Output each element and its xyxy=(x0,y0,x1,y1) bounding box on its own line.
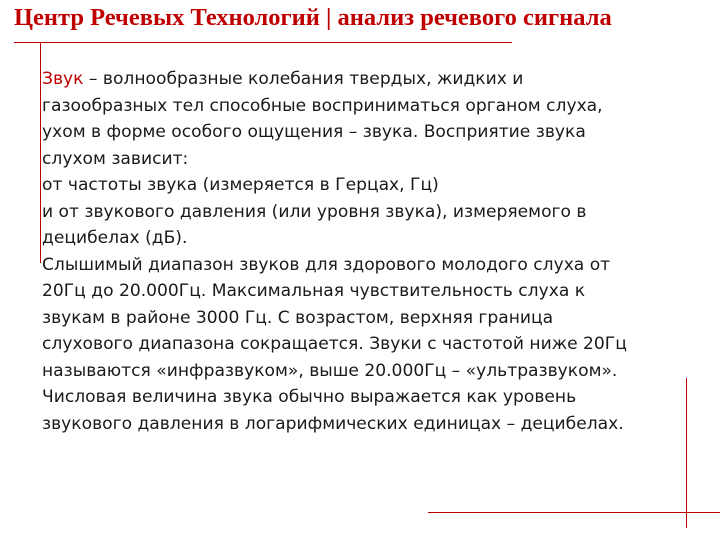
text-line: звукам в районе 3000 Гц. С возрастом, верхняя граница xyxy=(42,307,554,328)
text-line: Слышимый диапазон звуков для здорового молодого слуха от xyxy=(42,254,611,275)
text-line: газообразных тел способные восприниматься органом слуха, xyxy=(42,95,603,116)
text-line: и от звукового давления (или уровня звука), измеряемого в xyxy=(42,201,587,222)
text-line: называются «инфразвуком», выше 20.000Гц – «ультразвуком». xyxy=(42,360,618,381)
text-line: слухового диапазона сокращается. Звуки с частотой ниже 20Гц xyxy=(42,334,627,354)
text-line: ухом в форме особого ощущения – звука. Восприятие звука xyxy=(42,122,586,142)
text-line: Числовая величина звука обычно выражается как уровень xyxy=(42,387,577,407)
title-underline xyxy=(14,42,512,43)
text-line: звукового давления в логарифмических единицах – децибелах. xyxy=(42,413,624,434)
bottom-decorative-line xyxy=(428,512,720,513)
body-text xyxy=(42,66,712,437)
slide-title: Центр Речевых Технологий | анализ речевого сигнала xyxy=(14,4,612,31)
text-line: от частоты звука (измеряется в Герцах, Гц) xyxy=(42,175,439,195)
text-line: слухом зависит: xyxy=(42,148,189,169)
left-decorative-line xyxy=(40,43,41,263)
text-line: 20Гц до 20.000Гц. Максимальная чувствительность слуха к xyxy=(42,281,586,301)
text-line-content: – волнообразные колебания твердых, жидких и xyxy=(83,69,524,89)
text-line xyxy=(42,66,712,93)
term-highlight: Звук xyxy=(42,69,84,89)
text-line: децибелах (дБ). xyxy=(42,228,188,248)
